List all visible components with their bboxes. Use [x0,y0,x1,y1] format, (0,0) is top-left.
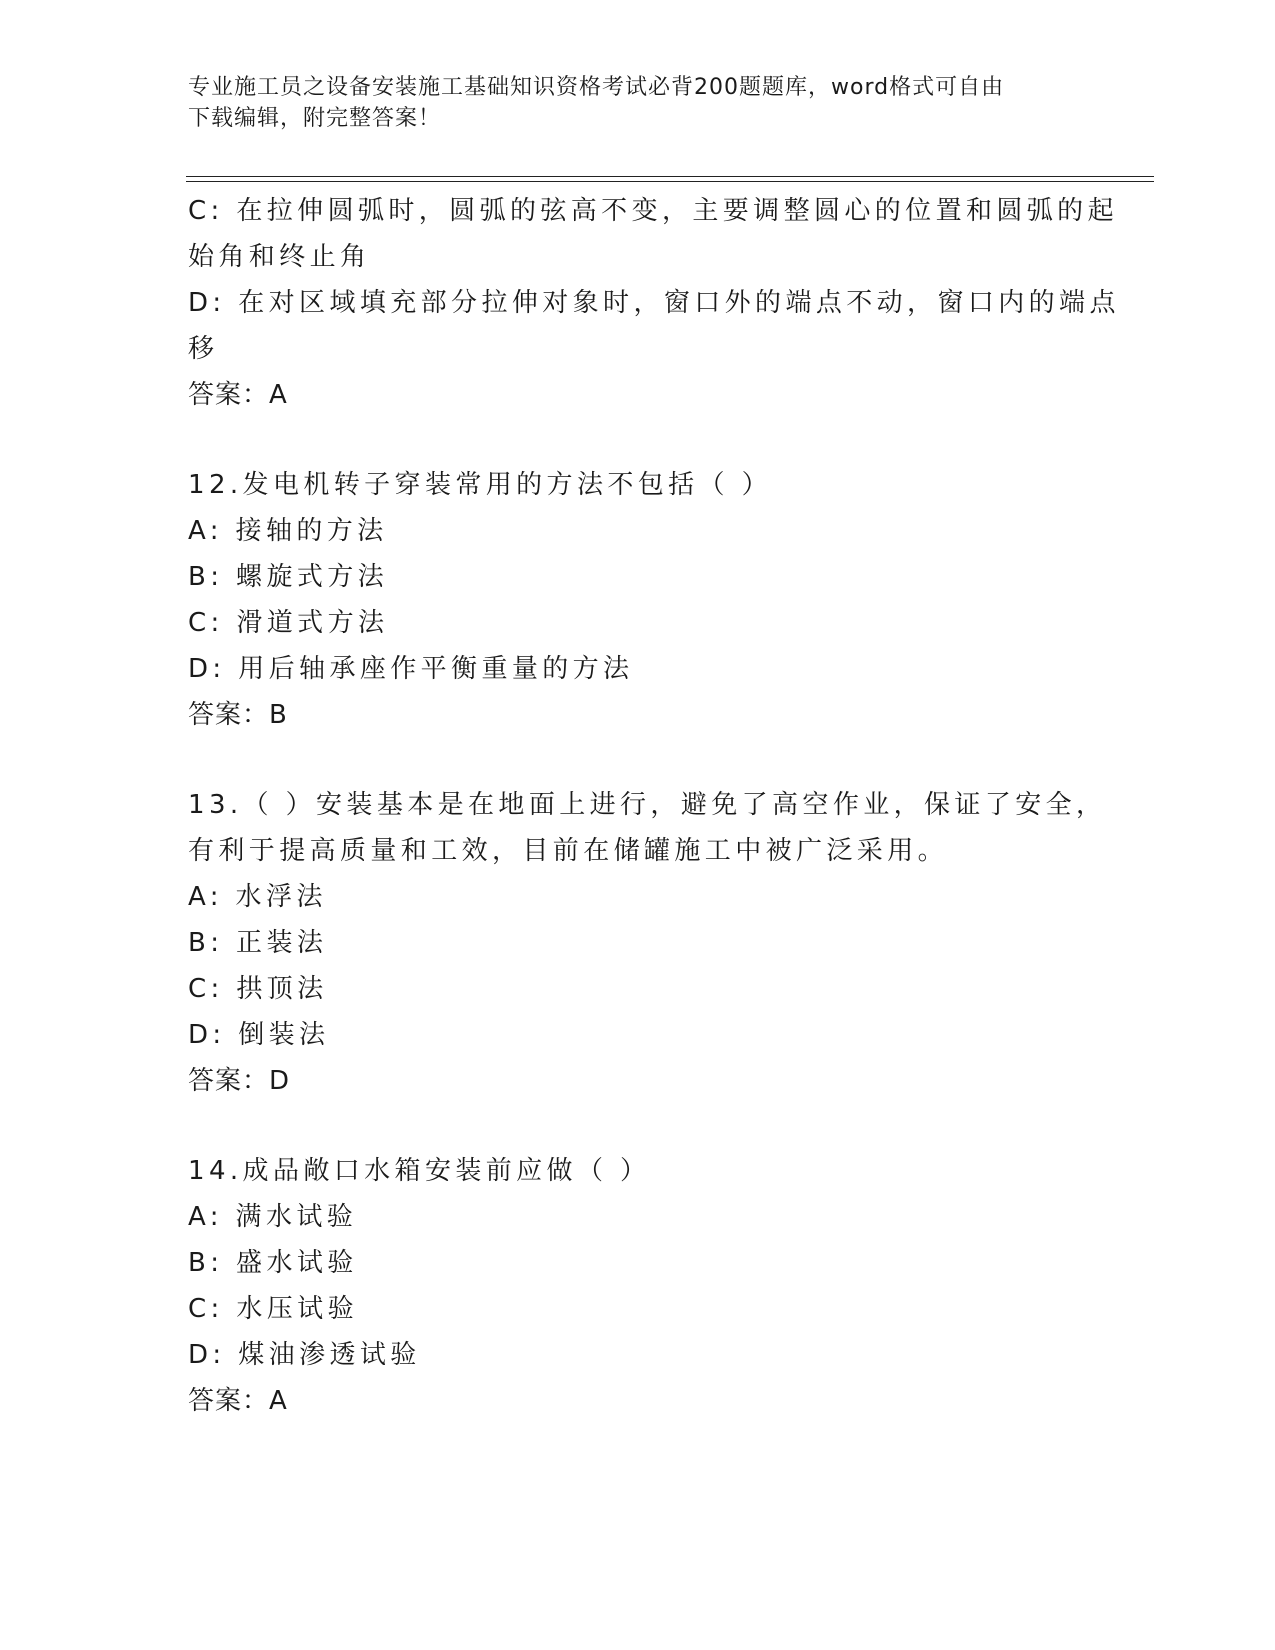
option-c-line-2: 始角和终止角 [188,242,371,272]
option-c: C: 拱顶法 [188,974,328,1004]
option-c: C: 滑道式方法 [188,608,389,638]
option-b: B: 盛水试验 [188,1248,358,1278]
answer-14: 答案：A [188,1386,288,1416]
option-d: D: 煤油渗透试验 [188,1340,421,1370]
question-stem: 14.成品敞口水箱安装前应做（ ） [188,1156,651,1186]
question-13 [188,782,1107,1104]
option-c-line-1: C: 在拉伸圆弧时，圆弧的弦高不变，主要调整圆心的位置和圆弧的起 [188,196,1118,226]
question-stem: 13.（ ）安装基本是在地面上进行，避免了高空作业，保证了安全， [188,790,1107,820]
spacer [188,1104,1088,1148]
option-d: D: 倒装法 [188,1020,330,1050]
option-b: B: 正装法 [188,928,328,958]
question-stem-continued: 有利于提高质量和工效，目前在储罐施工中被广泛采用。 [188,836,949,866]
answer-12: 答案：B [188,700,288,730]
option-c: C: 水压试验 [188,1294,358,1324]
document-header [188,72,1068,134]
header-title-line-1: 专业施工员之设备安装施工基础知识资格考试必背200题题库，word格式可自由 [188,75,1005,100]
question-11-continuation [188,188,1120,418]
question-content [188,188,1120,1424]
option-d-line-1: D: 在对区域填充部分拉伸对象时，窗口外的端点不动，窗口内的端点 [188,288,1120,318]
option-a: A: 满水试验 [188,1202,358,1232]
option-d: D: 用后轴承座作平衡重量的方法 [188,654,634,684]
answer-11: 答案：A [188,380,288,410]
question-12 [188,462,1088,738]
header-rule-top [186,176,1154,177]
header-title-line-2: 下载编辑，附完整答案！ [188,106,442,131]
option-b: B: 螺旋式方法 [188,562,389,592]
question-stem: 12.发电机转子穿装常用的方法不包括（ ） [188,470,773,500]
option-d-line-2: 移 [188,334,219,364]
question-14 [188,1148,1088,1424]
spacer [188,418,1088,462]
option-a: A: 接轴的方法 [188,516,388,546]
option-a: A: 水浮法 [188,882,327,912]
answer-13: 答案：D [188,1066,291,1096]
spacer [188,738,1088,782]
header-rule-bottom [186,181,1154,182]
